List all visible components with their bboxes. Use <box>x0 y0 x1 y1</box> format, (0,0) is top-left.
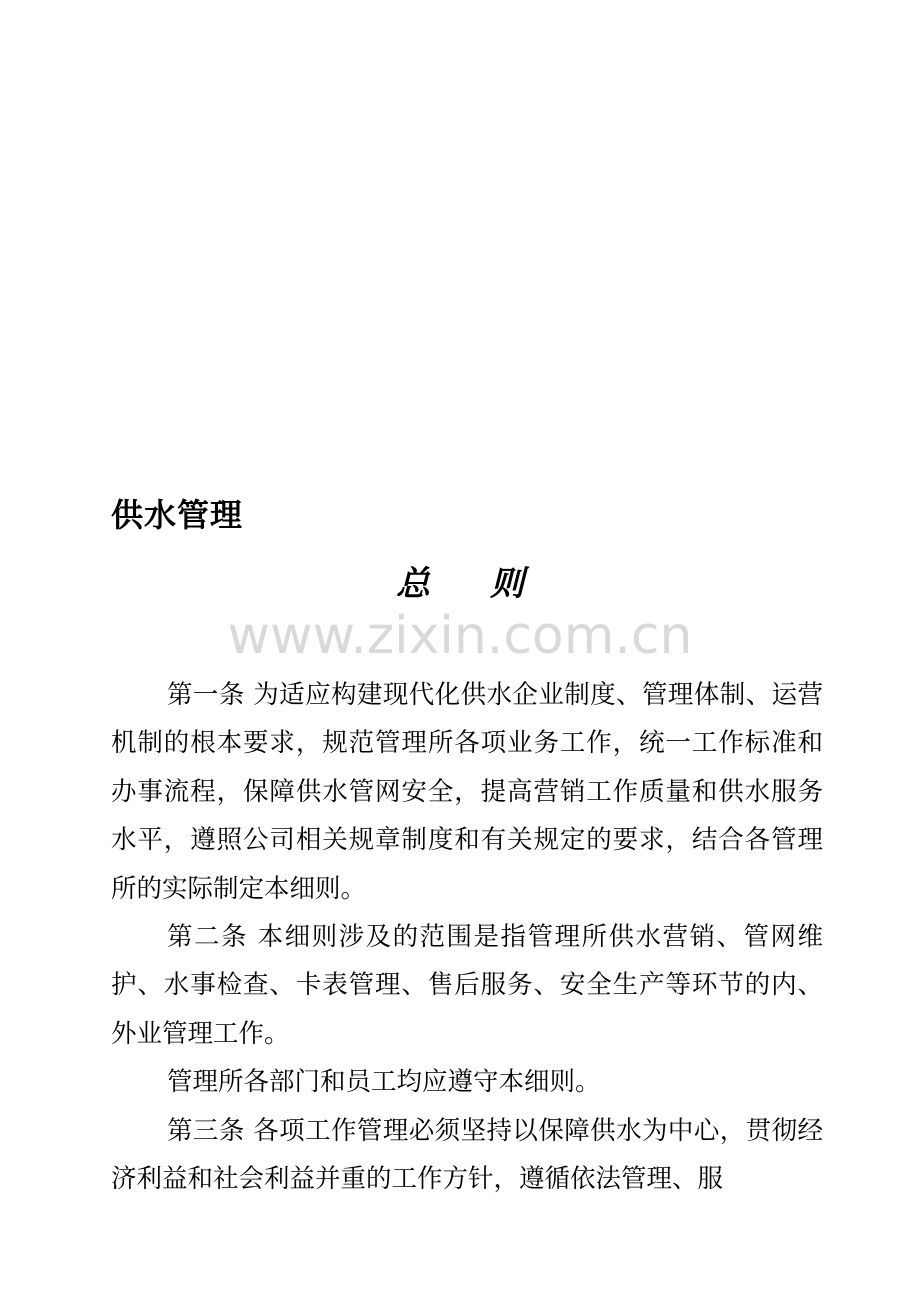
section-heading-char-2: 则 <box>490 564 524 604</box>
document-title: 供水管理 <box>111 496 244 534</box>
paragraph-compliance-note: 管理所各部门和员工均应遵守本细则。 <box>167 1067 601 1098</box>
paragraph-article-2: 第二条 本细则涉及的范围是指管理所供水营销、管网维护、水事检查、卡表管理、售后服务、安全生产等环节的内、外业管理工作。 <box>111 922 823 1049</box>
watermark: www.zixin.com.cn <box>227 606 693 666</box>
section-heading <box>0 560 920 608</box>
paragraph-article-3: 第三条 各项工作管理必须坚持以保障供水为中心，贯彻经济利益和社会利益并重的工作方针，遵循依法管理、服 <box>111 1115 823 1195</box>
paragraph-article-1: 第一条 为适应构建现代化供水企业制度、管理体制、运营机制的根本要求，规范管理所各项业务工作，统一工作标准和办事流程，保障供水管网安全，提高营销工作质量和供水服务水平，遵照公司相关规章制度和有关规定的要求，结合各管理所的实际制定本细则。 <box>111 680 823 904</box>
section-heading-char-1: 总 <box>396 564 430 604</box>
body-text <box>111 671 823 1203</box>
